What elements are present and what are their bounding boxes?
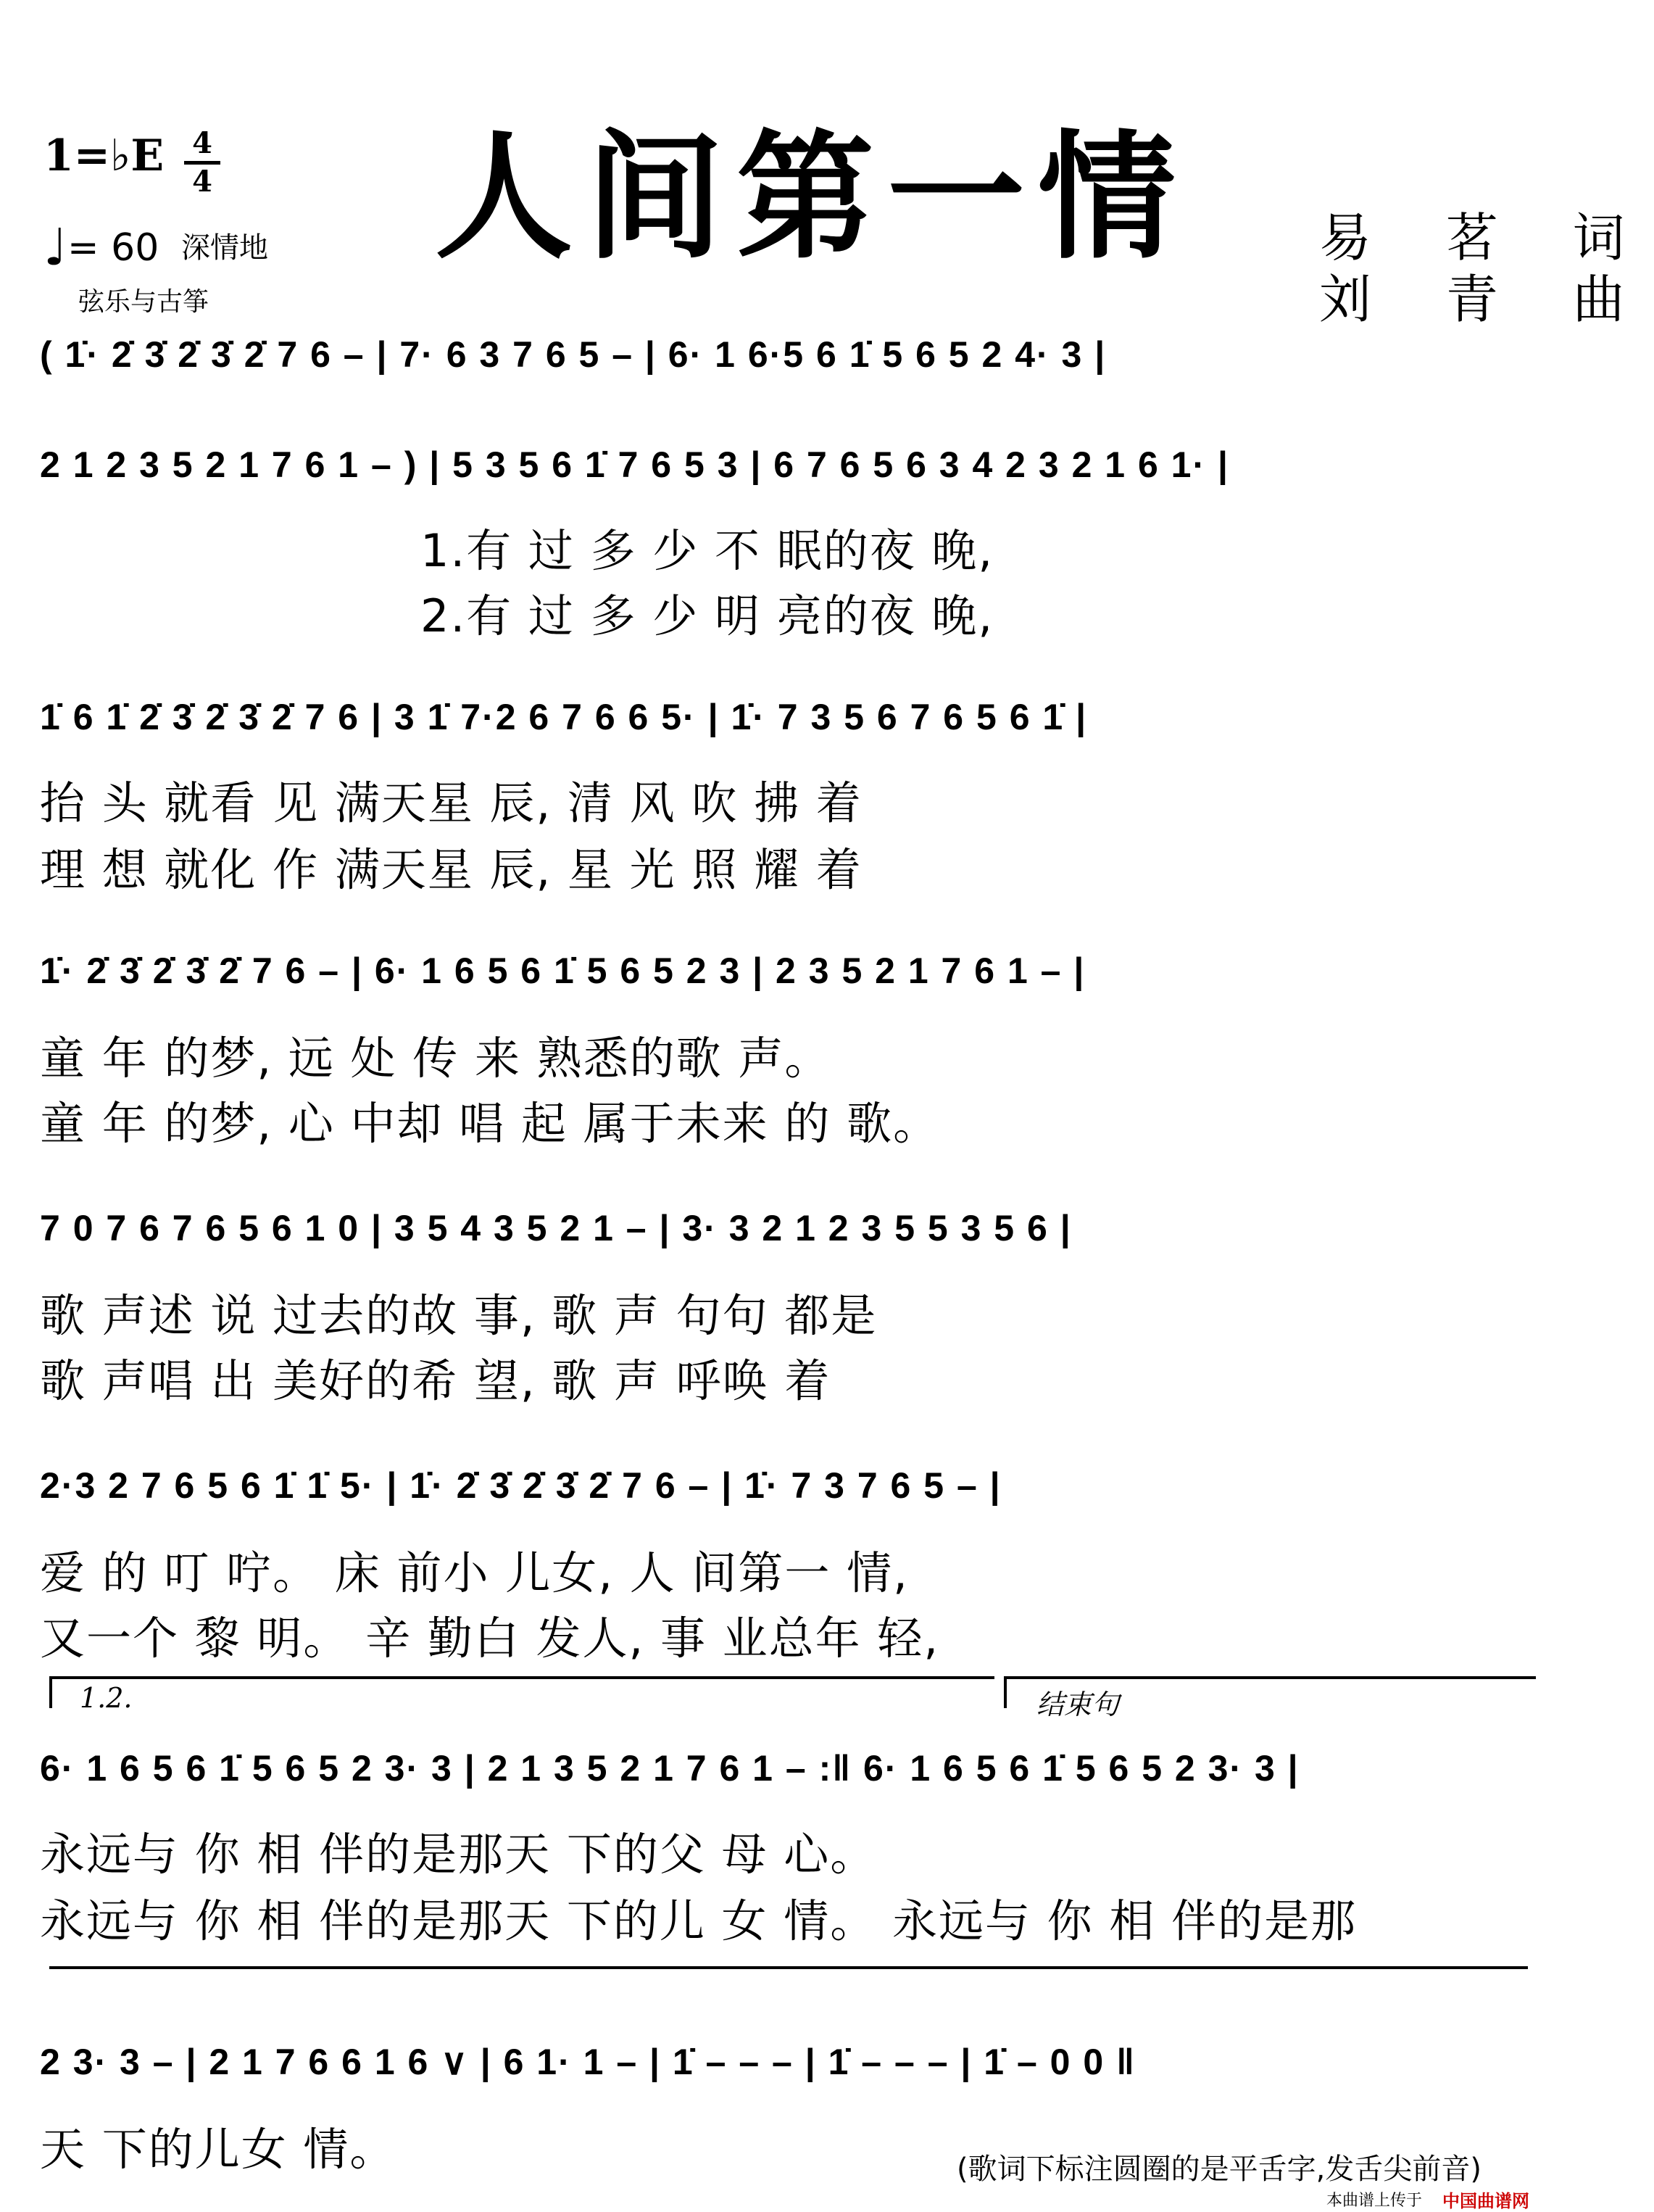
score-row-6: 2·3 2 7 6 5 6 1̇ 1̇ 5· | 1̇· 2̇ 3̇ 2̇ 3̇ 2̇ 7 6 – | 1̇· 7 3 7 6 5 – | <box>40 1465 1002 1506</box>
lyrics-row-7-verse-2: 永远与 你 相 伴的是那天 下的儿 女 情。 永远与 你 相 伴的是那 <box>40 1894 1358 1947</box>
lyrics-row-6-verse-1: 爱 的 叮 咛。 床 前小 儿女, 人 间第一 情, <box>40 1546 909 1599</box>
lyrics-row-4-verse-2: 童 年 的梦, 心 中却 唱 起 属于未来 的 歌。 <box>40 1097 940 1150</box>
time-bottom: 4 <box>192 165 212 199</box>
quarter-note-icon: ♩ <box>43 218 68 277</box>
site-logo: 中国曲谱网 <box>1442 2191 1529 2211</box>
lyrics-row-6-verse-2: 又一个 黎 明。 辛 勤白 发人, 事 业总年 轻, <box>40 1612 940 1665</box>
ending-bracket <box>49 1966 1528 1969</box>
lyrics-row-3-verse-2: 理 想 就化 作 满天星 辰, 星 光 照 耀 着 <box>40 843 863 896</box>
volta-bracket-first <box>49 1676 994 1708</box>
lyrics-row-4-verse-1: 童 年 的梦, 远 处 传 来 熟悉的歌 声。 <box>40 1032 831 1085</box>
score-row-1: ( 1̇· 2̇ 3̇ 2̇ 3̇ 2̇ 7 6 – | 7· 6 3 7 6 5 – | 6· 1 6·5 6 1̇ 5 6 5 2 4· 3 | <box>40 334 1107 375</box>
score-row-8: 2 3· 3 – | 2 1 7 6 6 1 6 ∨ | 6 1· 1 – | 1̇ – – – | 1̇ – – – | 1̇ – 0 0 ‖ <box>40 2042 1136 2082</box>
composer-credit: 刘 青 曲 <box>1319 269 1654 330</box>
time-top: 4 <box>192 126 212 160</box>
lyrics-row-3-verse-1: 抬 头 就看 见 满天星 辰, 清 风 吹 拂 着 <box>40 776 863 829</box>
tempo-value: = 60 <box>67 226 159 270</box>
score-row-3: 1̇ 6 1̇ 2̇ 3̇ 2̇ 3̇ 2̇ 7 6 | 3 1̇ 7·2 6 7 6 6 5· | 1̇· 7 3 5 6 7 6 5 6 1̇ | <box>40 697 1088 737</box>
volta-label-ending: 结束句 <box>1036 1689 1120 1720</box>
song-title: 人间第一情 <box>435 116 1189 278</box>
lyrics-row-5-verse-2: 歌 声唱 出 美好的希 望, 歌 声 呼唤 着 <box>40 1354 831 1407</box>
lyrics-row-5-verse-1: 歌 声述 说 过去的故 事, 歌 声 句句 都是 <box>40 1289 878 1342</box>
key-signature: 1=♭E <box>43 131 165 181</box>
tempo-marking <box>43 218 159 277</box>
lyrics-row-7-verse-1: 永远与 你 相 伴的是那天 下的父 母 心。 <box>40 1828 877 1881</box>
score-row-2: 2 1 2 3 5 2 1 7 6 1 – ) | 5 3 5 6 1̇ 7 6 5 3 | 6 7 6 5 6 3 4 2 3 2 1 6 1· | <box>40 444 1230 485</box>
score-row-7: 6· 1 6 5 6 1̇ 5 6 5 2 3· 3 | 2 1 3 5 2 1 7 6 1 – :‖ 6· 1 6 5 6 1̇ 5 6 5 2 3· 3 | <box>40 1748 1300 1789</box>
lyrics-row-2-verse-1: 1.有 过 多 少 不 眠的夜 晚, <box>420 524 994 577</box>
time-signature <box>184 126 220 199</box>
upload-text: 本曲谱上传于 <box>1326 2192 1423 2210</box>
score-row-4: 1̇· 2̇ 3̇ 2̇ 3̇ 2̇ 7 6 – | 6· 1 6 5 6 1̇ 5 6 5 2 3 | 2 3 5 2 1 7 6 1 – | <box>40 950 1086 991</box>
score-row-5: 7 0 7 6 7 6 5 6 1 0 | 3 5 4 3 5 2 1 – | 3· 3 2 1 2 3 5 5 3 5 6 | <box>40 1208 1072 1248</box>
lyricist-credit: 易 茗 词 <box>1319 207 1654 268</box>
expression-marking: 深情地 <box>181 231 268 265</box>
instrumentation: 弦乐与古筝 <box>78 287 209 317</box>
lyrics-row-8: 天 下的儿女 情。 <box>40 2123 396 2176</box>
volta-label-first: 1.2. <box>80 1682 133 1714</box>
footnote: (歌词下标注圆圈的是平舌字,发舌尖前音) <box>957 2153 1481 2186</box>
lyrics-row-2-verse-2: 2.有 过 多 少 明 亮的夜 晚, <box>420 589 994 642</box>
